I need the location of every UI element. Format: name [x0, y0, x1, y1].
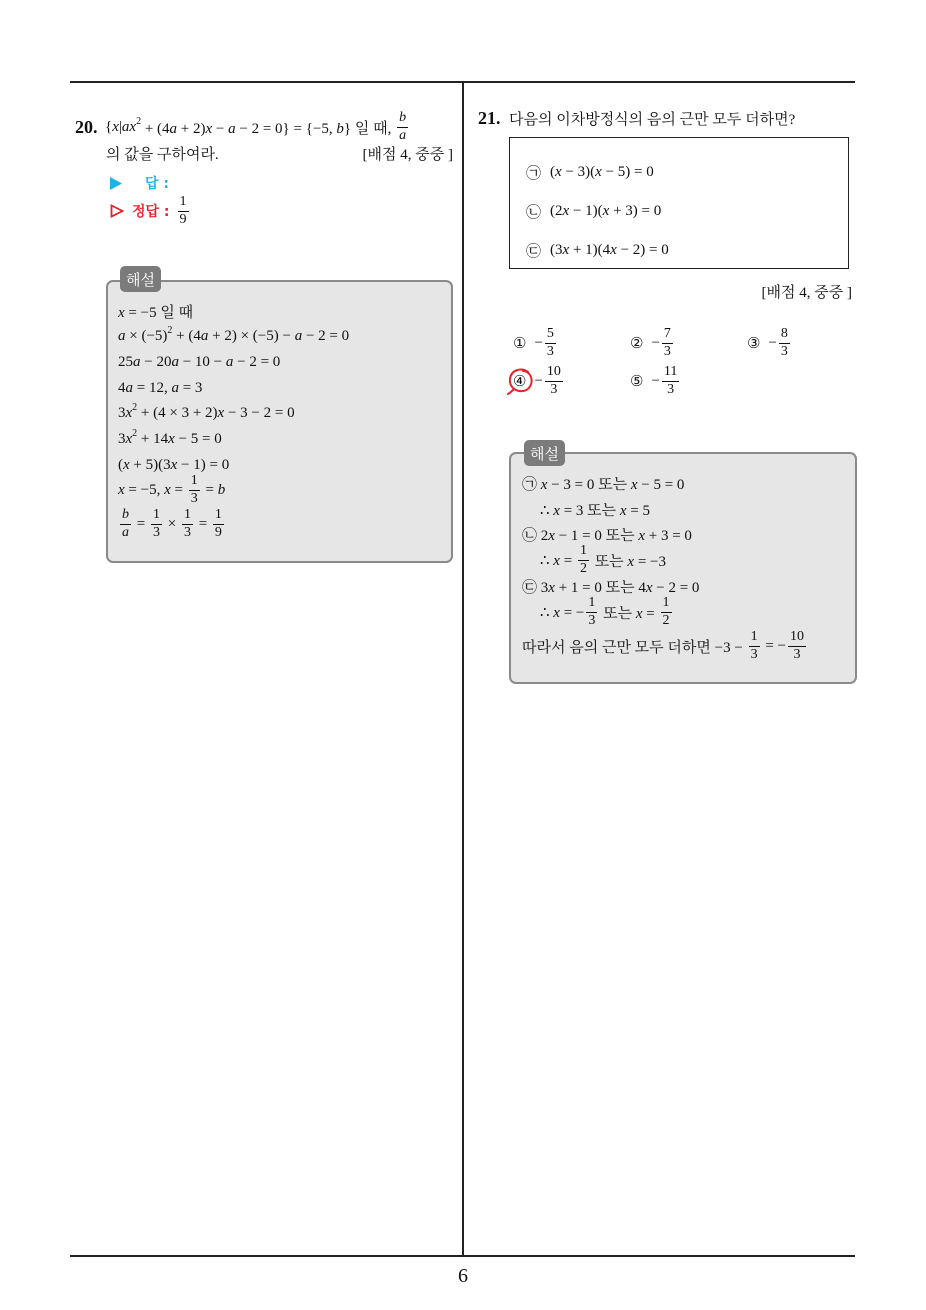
- math-text: ×: [163, 515, 180, 532]
- math-variable: a: [228, 120, 236, 137]
- fraction-denominator: 3: [190, 490, 198, 506]
- fraction-numerator: 1: [213, 508, 224, 525]
- math-text: + (4 × 3 + 2)x − 3 − 2 = 0: [137, 404, 295, 421]
- question-number: 20.: [75, 116, 98, 137]
- correct-answer-label: 정답 :: [132, 204, 170, 220]
- red-circle-tail: [508, 389, 514, 394]
- choice-3: [747, 325, 792, 361]
- math-text: = b: [201, 481, 226, 498]
- math-variable: x: [540, 476, 548, 493]
- choice-value: [534, 365, 564, 397]
- math-variable: x: [170, 456, 178, 473]
- fraction-denominator: 3: [780, 343, 788, 359]
- math-variable: x: [118, 304, 125, 321]
- fraction-denominator: [120, 525, 131, 541]
- fraction: [661, 596, 672, 628]
- math-text: =: [133, 515, 149, 532]
- fraction: [151, 508, 162, 540]
- fraction: [662, 365, 679, 397]
- solution-label: 해설: [120, 266, 161, 292]
- math-variable: x: [555, 163, 562, 180]
- fraction-denominator: 3: [750, 646, 758, 662]
- fraction-numerator: [397, 111, 408, 128]
- solution-line: [118, 506, 226, 542]
- math-variable: a: [171, 379, 179, 396]
- math-variable: a: [171, 353, 179, 370]
- math-variable: b: [336, 120, 344, 137]
- equation-row: [526, 193, 661, 229]
- play-arrow-icon: [110, 177, 122, 190]
- fraction-denominator: 9: [179, 211, 187, 227]
- math-variable: x: [125, 430, 133, 447]
- math-text: 25a − 20a − 10 − a − 2 = 0: [118, 353, 281, 370]
- fraction-numerator: 1: [189, 474, 200, 491]
- choice-number: ①: [513, 335, 527, 352]
- choice-value: [534, 327, 557, 359]
- math-text: −: [534, 372, 543, 389]
- math-variable: x: [619, 502, 627, 519]
- fraction: [749, 630, 760, 662]
- fraction-denominator: 3: [546, 343, 554, 359]
- equation: (3x + 1)(4x − 2) = 0: [550, 241, 669, 258]
- math-text: ㉢ 3x + 1 = 0 또는 4x − 2 = 0: [522, 579, 700, 596]
- math-variable: x: [602, 202, 610, 219]
- fraction-numerator: 1: [182, 508, 193, 525]
- question-stem: 다음의 이차방정식의 음의 근만 모두 더하면?: [509, 111, 796, 128]
- fraction: [120, 508, 131, 540]
- choice-number: ②: [630, 335, 644, 352]
- fraction-denominator: 3: [588, 612, 596, 628]
- math-text: {x|ax: [105, 118, 137, 135]
- fraction-numerator: 1: [178, 195, 189, 212]
- math-variable: x: [548, 527, 555, 544]
- score-label: [배점 4, 중중 ]: [362, 146, 453, 163]
- math-text: (x + 5)(3x − 1) = 0: [118, 456, 230, 473]
- choice-1: [513, 325, 558, 361]
- fraction-denominator: 3: [183, 524, 191, 540]
- math-variable: a: [118, 327, 126, 344]
- red-circle-mark: [506, 366, 536, 396]
- superscript: 2: [132, 427, 138, 439]
- fraction-numerator: 1: [578, 544, 589, 561]
- fraction-denominator: 3: [667, 381, 675, 397]
- choice-5: [630, 363, 681, 399]
- choice-value: [768, 327, 791, 359]
- choice-number: ④: [513, 373, 527, 390]
- solution-label: 해설: [524, 440, 565, 466]
- math-variable: x: [562, 202, 570, 219]
- math-variable: ax: [121, 118, 137, 135]
- choice-value: [651, 365, 681, 397]
- math-text: = −: [761, 637, 786, 654]
- superscript: 2: [167, 324, 173, 336]
- fraction: [545, 327, 556, 359]
- math-variable: x: [553, 502, 560, 519]
- math-variable: x: [610, 241, 617, 258]
- choice-number: ⑤: [630, 373, 644, 390]
- math-variable: a: [399, 127, 407, 143]
- math-variable: x: [645, 579, 653, 596]
- fraction: [182, 508, 193, 540]
- fraction-numerator: 1: [661, 596, 672, 613]
- math-text: −: [768, 334, 777, 351]
- play-arrow-shape: [110, 177, 122, 190]
- math-variable: x: [553, 604, 560, 621]
- math-variable: x: [118, 481, 125, 498]
- fraction: [213, 508, 224, 540]
- math-variable: x: [205, 120, 213, 137]
- math-text: ∴ x = −: [540, 604, 585, 621]
- equation-row: [526, 154, 654, 190]
- fraction-numerator: 10: [545, 365, 563, 382]
- equation: (x − 3)(x − 5) = 0: [550, 163, 654, 180]
- math-text: −: [651, 372, 660, 389]
- math-text: 또는 x = −3: [590, 553, 667, 570]
- outline-arrow-shape: [112, 206, 123, 217]
- solution-line: [118, 472, 225, 508]
- math-variable: a: [122, 524, 129, 540]
- fraction: [586, 596, 597, 628]
- math-text: + (4a + 2)x − a − 2 = 0} = {−5, b} 일 때,: [141, 120, 396, 137]
- math-text: ㉠ x − 3 = 0 또는 x − 5 = 0: [522, 476, 685, 493]
- choice-4: [513, 363, 565, 399]
- fraction: [545, 365, 563, 397]
- math-variable: x: [217, 404, 225, 421]
- fraction-denominator: 9: [214, 524, 222, 540]
- math-text: ∴ x = 3 또는 x = 5: [540, 502, 651, 519]
- equation-row: [526, 232, 669, 268]
- math-variable: a: [125, 379, 133, 396]
- equation-marker: ㉠: [526, 165, 542, 182]
- equation-marker: ㉢: [526, 243, 542, 260]
- math-variable: x: [638, 527, 646, 544]
- fraction: [788, 630, 806, 662]
- question-stem-continued: 의 값을 구하여라.: [106, 146, 219, 163]
- fraction-numerator: 1: [749, 630, 760, 647]
- fraction: [662, 327, 673, 359]
- fraction-denominator: 3: [152, 524, 160, 540]
- fraction-numerator: 8: [779, 327, 790, 344]
- math-variable: b: [217, 481, 226, 498]
- math-text: x = −5 일 때: [118, 304, 194, 321]
- fraction-numerator: 1: [586, 596, 597, 613]
- math-variable: a: [169, 120, 178, 137]
- math-text: =: [194, 515, 211, 532]
- correct-answer-row: [110, 193, 191, 229]
- fraction: [189, 474, 200, 506]
- superscript: 2: [132, 401, 138, 413]
- math-variable: a: [200, 327, 209, 344]
- fraction-denominator: 2: [579, 560, 587, 576]
- outline-play-arrow-icon: [110, 204, 124, 218]
- fraction: [779, 327, 790, 359]
- math-variable: x: [123, 456, 130, 473]
- math-text: 3x: [118, 430, 133, 447]
- solution-line: [522, 628, 808, 664]
- column-divider: [462, 82, 464, 1256]
- math-variable: b: [122, 506, 129, 522]
- fraction-denominator: 3: [550, 381, 558, 397]
- math-text: 3x: [118, 404, 133, 421]
- math-variable: x: [112, 118, 119, 135]
- fraction-denominator: 3: [663, 343, 671, 359]
- fraction-numerator: 7: [662, 327, 673, 344]
- math-text: 따라서 음의 근만 모두 더하면 −3 −: [522, 639, 747, 656]
- page-number: 6: [458, 1264, 468, 1287]
- fraction-numerator: 11: [662, 365, 679, 382]
- fraction-denominator: 2: [662, 612, 670, 628]
- math-text: ∴ x =: [540, 552, 576, 569]
- math-variable: x: [627, 553, 635, 570]
- math-variable: x: [168, 430, 175, 447]
- math-variable: a: [225, 353, 234, 370]
- fraction-numerator: 5: [545, 327, 556, 344]
- fraction-numerator: 10: [788, 630, 806, 647]
- choice-number: ③: [747, 335, 761, 352]
- equation-marker: ㉡: [526, 204, 542, 221]
- choice-2: [630, 325, 675, 361]
- math-text: x = −5, x =: [118, 481, 187, 498]
- answer-label: 답 :: [145, 176, 169, 192]
- question-number: 21.: [478, 107, 501, 128]
- correct-answer-value: [176, 195, 191, 227]
- math-variable: x: [164, 481, 171, 498]
- superscript: 2: [136, 115, 142, 127]
- math-variable: a: [294, 327, 303, 344]
- bottom-rule: [70, 1255, 855, 1257]
- math-text: + (4a + 2) × (−5) − a − 2 = 0: [172, 327, 350, 344]
- score-label: [배점 4, 중중 ]: [761, 284, 852, 301]
- fraction-numerator: 1: [151, 508, 162, 525]
- math-variable: x: [595, 163, 602, 180]
- fraction: [178, 195, 189, 227]
- math-text: 4a = 12, a = 3: [118, 379, 203, 396]
- math-text: ㉡ 2x − 1 = 0 또는 x + 3 = 0: [522, 527, 692, 544]
- math-variable: x: [548, 579, 555, 596]
- choice-value: [651, 327, 674, 359]
- math-text: −: [534, 334, 543, 351]
- math-text: + 14x − 5 = 0: [137, 430, 222, 447]
- math-variable: x: [553, 552, 560, 569]
- math-variable: x: [125, 404, 133, 421]
- math-variable: a: [133, 353, 141, 370]
- math-text: a × (−5): [118, 327, 168, 344]
- math-variable: x: [635, 605, 643, 622]
- equation: (2x − 1)(x + 3) = 0: [550, 202, 662, 219]
- fraction-denominator: 3: [793, 646, 801, 662]
- math-text: 또는 x =: [599, 605, 659, 622]
- math-variable: b: [399, 109, 407, 125]
- solution-line: [540, 594, 674, 630]
- math-variable: x: [630, 476, 638, 493]
- math-variable: x: [562, 241, 570, 258]
- math-text: −: [651, 334, 660, 351]
- red-circle-stroke: [510, 370, 532, 392]
- fraction-numerator: [120, 508, 131, 525]
